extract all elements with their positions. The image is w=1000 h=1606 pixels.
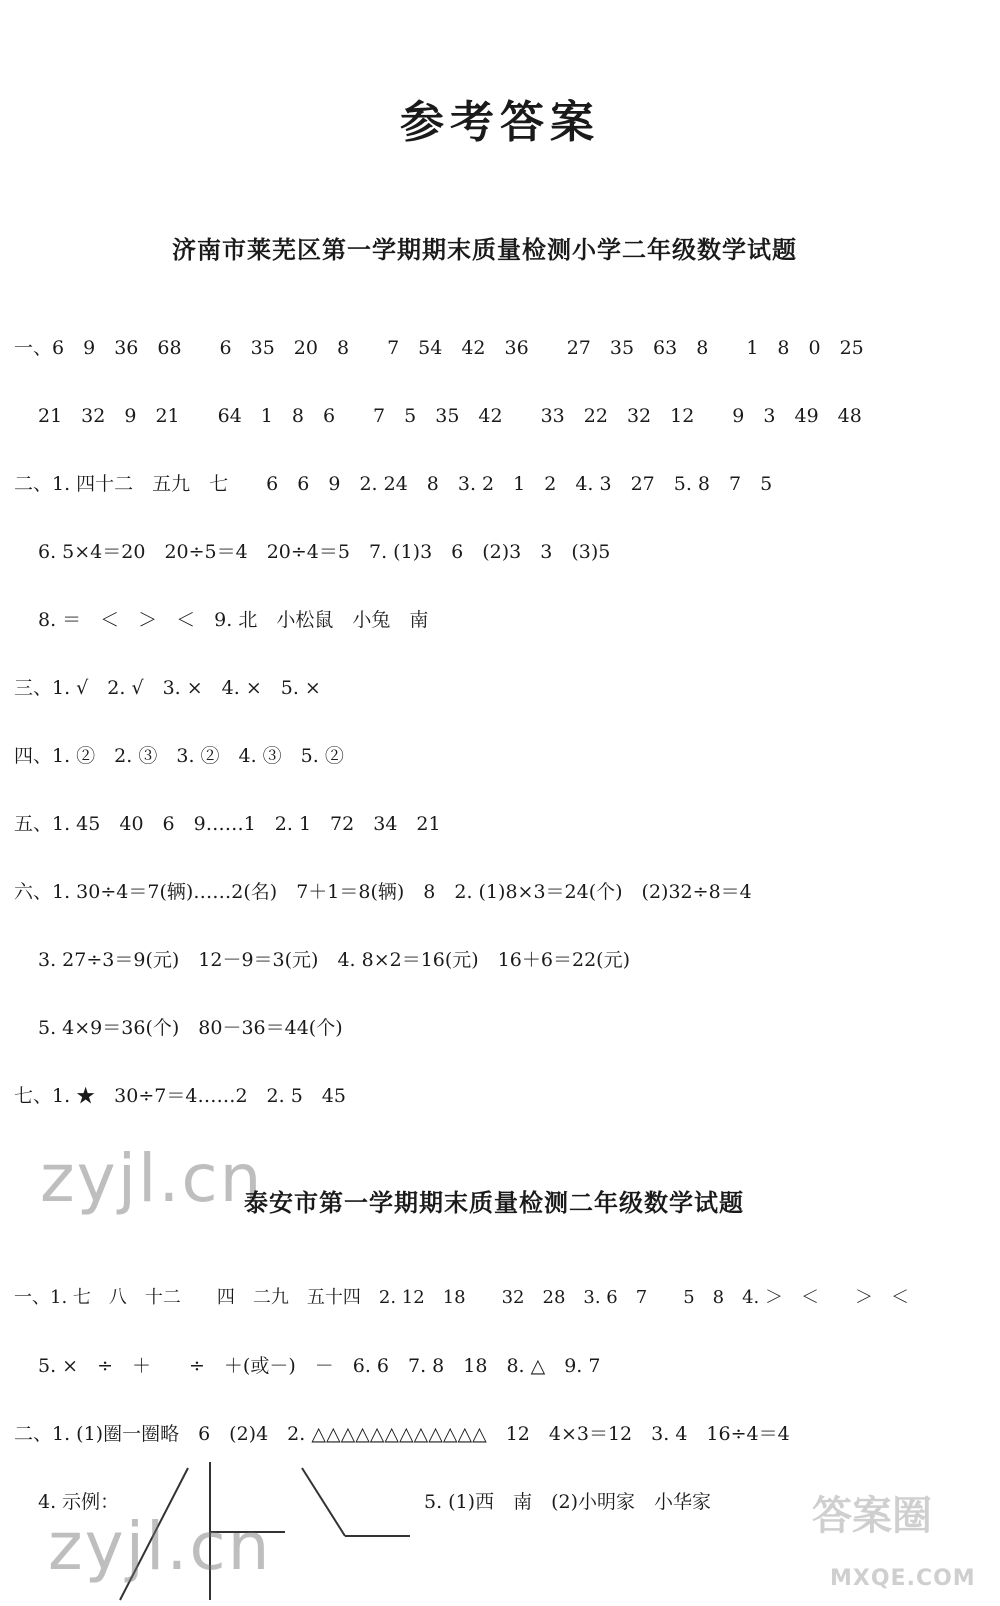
answer-text: 8. ＝ ＜ ＞ ＜ 9. 北 小松鼠 小兔 南	[38, 609, 429, 631]
answer-text: 1. ★ 30÷7＝4……2 2. 5 45	[52, 1085, 346, 1107]
answer-text: 1. 四十二 五九 七 6 6 9 2. 24 8 3. 2 1 2 4. 3 27 5. 8 7 5	[52, 473, 773, 495]
site-watermark: MXQE.COM	[830, 1566, 976, 1591]
part-label: 四、	[14, 745, 53, 767]
part-label: 一、	[14, 1287, 50, 1308]
part-label: 三、	[14, 677, 53, 699]
sketch-line	[302, 1468, 345, 1536]
answer-text: 5. (1)西 南 (2)小明家 小华家	[424, 1491, 711, 1513]
answer-text: 1. 30÷4＝7(辆)……2(名) 7＋1＝8(辆) 8 2. (1)8×3＝24(个) (2)32÷8＝4	[52, 881, 752, 903]
answer-text: 1. 七 八 十二 四 二九 五十四 2. 12 18 32 28 3. 6 7 5 8 4. ＞ ＜ ＞ ＜	[50, 1287, 910, 1308]
part-label: 二、	[14, 1423, 53, 1445]
answer-text: 1. √ 2. √ 3. × 4. × 5. ×	[52, 677, 321, 699]
answer-text: 5. 4×9＝36(个) 80－36＝44(个)	[38, 1017, 343, 1039]
zyjl-watermark: zyjl.cn	[48, 1508, 272, 1585]
zyjl-watermark: zyjl.cn	[40, 1140, 264, 1217]
answer-text: 3. 27÷3＝9(元) 12－9＝3(元) 4. 8×2＝16(元) 16＋6＝22(元)	[38, 949, 630, 971]
part-label: 二、	[14, 473, 53, 495]
section-2-title: 泰安市第一学期期末质量检测二年级数学试题	[244, 1188, 744, 1217]
answer-text: 6. 5×4＝20 20÷5＝4 20÷4＝5 7. (1)3 6 (2)3 3 (3)5	[38, 541, 611, 563]
answer-text: 1. ② 2. ③ 3. ② 4. ③ 5. ②	[52, 745, 344, 767]
answer-logo-watermark: 答案圈	[812, 1493, 932, 1539]
answer-text: 1. (1)圈一圈略 6 (2)4 2. △△△△△△△△△△△△ 12 4×3＝12 3. 4 16÷4＝4	[52, 1423, 790, 1445]
section-1-title: 济南市莱芜区第一学期期末质量检测小学二年级数学试题	[172, 235, 797, 264]
answer-text: 4. 示例：	[38, 1491, 120, 1513]
answer-text: 1. 45 40 6 9……1 2. 1 72 34 21	[52, 813, 441, 835]
page-title: 参考答案	[400, 97, 600, 148]
answer-text: 5. × ÷ ＋ ÷ ＋(或－) － 6. 6 7. 8 18 8. △ 9. 7	[38, 1355, 601, 1377]
answer-text: 6 9 36 68 6 35 20 8 7 54 42 36 27 35 63 8 1 8 0 25	[52, 337, 864, 359]
part-label: 五、	[14, 813, 53, 835]
part-label: 一、	[14, 337, 53, 359]
answer-text: 21 32 9 21 64 1 8 6 7 5 35 42 33 22 32 12 9 3 49 48	[38, 405, 862, 427]
part-label: 七、	[14, 1085, 53, 1107]
part-label: 六、	[14, 881, 53, 903]
